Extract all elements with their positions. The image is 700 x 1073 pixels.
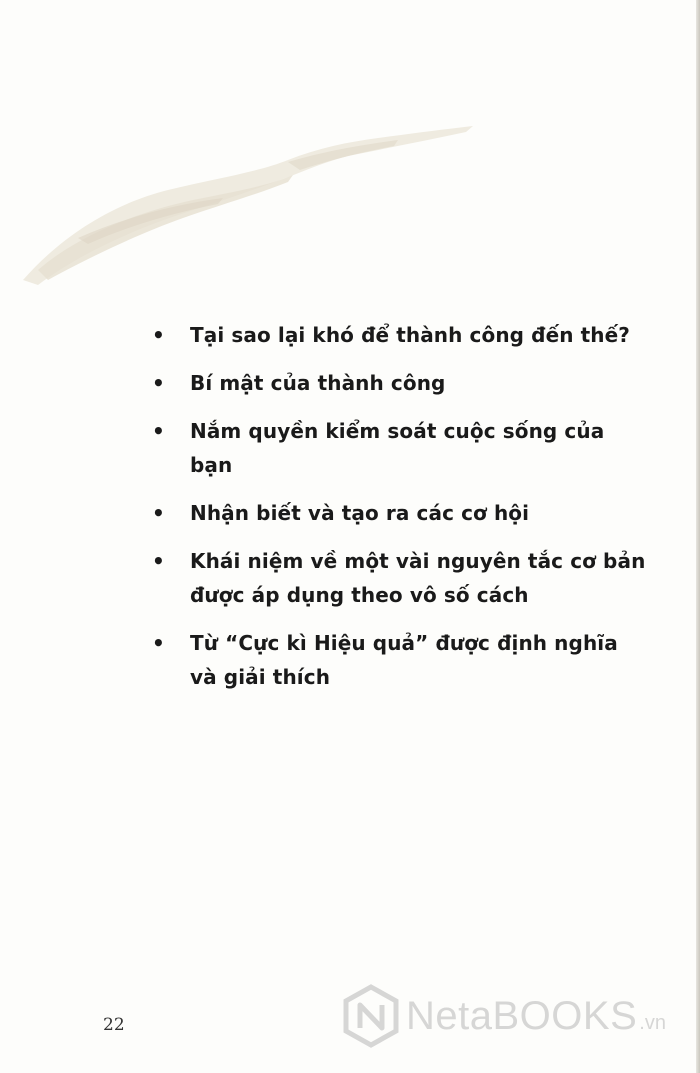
watermark <box>342 984 666 1048</box>
list-item-text: Tại sao lại khó để thành công đến thế? <box>190 323 631 347</box>
bullet-icon: • <box>152 501 165 525</box>
list-item-text: Khái niệm về một vài nguyên tắc cơ bản được áp dụng theo vô số cách <box>190 549 646 607</box>
list-item-text: Nắm quyền kiểm soát cuộc sống của bạn <box>190 419 605 477</box>
page-edge <box>696 0 700 1073</box>
list-item <box>150 318 650 352</box>
list-item <box>150 366 650 400</box>
brush-stroke-decoration <box>18 120 478 290</box>
watermark-suffix: .vn <box>639 1011 666 1034</box>
netabooks-logo-icon <box>342 984 400 1048</box>
bullet-icon: • <box>152 323 165 347</box>
bullet-icon: • <box>152 371 165 395</box>
watermark-brand: NetaBOOKS <box>406 993 638 1038</box>
list-item-text: Bí mật của thành công <box>190 371 446 395</box>
list-item <box>150 496 650 530</box>
list-item <box>150 544 650 612</box>
chapter-topics-list <box>150 318 650 708</box>
page-number: 22 <box>103 1015 125 1035</box>
bullet-icon: • <box>152 419 165 443</box>
list-item <box>150 626 650 694</box>
list-item-text: Từ “Cực kì Hiệu quả” được định nghĩa và giải thích <box>190 631 618 689</box>
bullet-icon: • <box>152 631 165 655</box>
list-item-text: Nhận biết và tạo ra các cơ hội <box>190 501 530 525</box>
list-item <box>150 414 650 482</box>
bullet-icon: • <box>152 549 165 573</box>
